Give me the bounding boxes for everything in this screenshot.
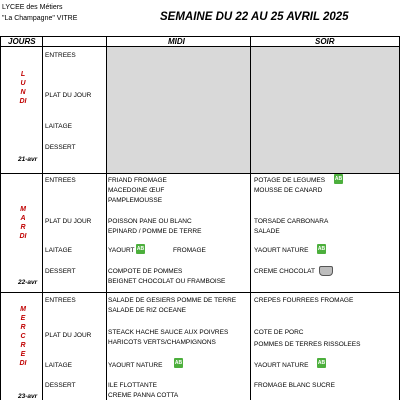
mardi-midi-laitage-2: FROMAGE: [173, 247, 206, 254]
column-header-jours: JOURS: [8, 37, 36, 46]
organic-ab-logo-icon: AB: [334, 176, 343, 182]
row-divider-mardi: [0, 292, 400, 293]
mercredi-midi-entree-1: SALADE DE GESIERS POMME DE TERRE: [108, 297, 237, 304]
day-date-lundi: 21-avr: [18, 156, 38, 163]
day-name-mercredi: MERCREDI: [19, 306, 27, 367]
organic-ab-logo-icon: AB: [317, 360, 326, 366]
table-top-border: [0, 36, 400, 37]
organic-ab-logo-icon: AB: [174, 360, 183, 366]
school-name: LYCEE des Métiers: [2, 4, 63, 11]
mercredi-soir-entree-1: CREPES FOURREES FROMAGE: [254, 297, 354, 304]
lundi-label-entrees: ENTREES: [45, 52, 76, 59]
lundi-label-plat: PLAT DU JOUR: [45, 92, 92, 99]
mercredi-midi-plat-1: STEACK HACHE SAUCE AUX POIVRES: [108, 329, 229, 336]
mardi-midi-entree-1: FRIAND FROMAGE: [108, 177, 167, 184]
mercredi-label-entrees: ENTREES: [45, 297, 76, 304]
mercredi-label-dessert: DESSERT: [45, 382, 76, 389]
mercredi-midi-dessert-2: CREME PANNA COTTA: [108, 392, 179, 399]
organic-ab-logo-icon: AB: [136, 246, 145, 252]
school-subtitle: "La Champagne" VITRE: [2, 15, 78, 22]
mercredi-midi-entree-2: SALADE DE RIZ OCEANE: [108, 307, 187, 314]
mardi-midi-dessert-2: BEIGNET CHOCOLAT OU FRAMBOISE: [108, 278, 226, 285]
day-name-mardi: MARDI: [19, 206, 27, 240]
mardi-label-entrees: ENTREES: [45, 177, 76, 184]
mercredi-soir-laitage-1: YAOURT NATURE: [254, 362, 309, 369]
lundi-label-laitage: LAITAGE: [45, 123, 72, 130]
mardi-midi-plat-1: POISSON PANE OU BLANC: [108, 218, 192, 225]
mardi-midi-laitage-1: YAOURT: [108, 247, 135, 254]
mercredi-midi-dessert-1: ILE FLOTTANTE: [108, 382, 157, 389]
mardi-soir-plat-1: TORSADE CARBONARA: [254, 218, 329, 225]
mercredi-soir-dessert-1: FROMAGE BLANC SUCRE: [254, 382, 335, 389]
column-header-soir: SOIR: [315, 37, 335, 46]
mercredi-midi-plat-2: HARICOTS VERTS/CHAMPIGNONS: [108, 339, 216, 346]
mardi-soir-entree-1: POTAGE DE LEGUMES: [254, 177, 326, 184]
mardi-soir-entree-2: MOUSSE DE CANARD: [254, 187, 323, 194]
column-header-midi: MIDI: [168, 37, 185, 46]
mercredi-soir-plat-2: POMMES DE TERRES RISSOLEES: [254, 341, 361, 348]
mercredi-midi-laitage-1: YAOURT NATURE: [108, 362, 163, 369]
lundi-soir-closed-cell: [251, 47, 399, 173]
day-date-mardi: 22-avr: [18, 279, 38, 286]
mercredi-soir-plat-1: COTE DE PORC: [254, 329, 304, 336]
mardi-soir-plat-2: SALADE: [254, 228, 280, 235]
mardi-soir-laitage-1: YAOURT NATURE: [254, 247, 309, 254]
cooking-pot-icon: [319, 266, 333, 276]
mardi-label-plat: PLAT DU JOUR: [45, 218, 92, 225]
lundi-label-dessert: DESSERT: [45, 144, 76, 151]
day-name-lundi: LUNDI: [19, 71, 27, 105]
mardi-midi-plat-2: EPINARD / POMME DE TERRE: [108, 228, 202, 235]
organic-ab-logo-icon: AB: [317, 246, 326, 252]
mardi-midi-entree-3: PAMPLEMOUSSE: [108, 197, 163, 204]
mardi-soir-dessert-1: CREME CHOCOLAT: [254, 268, 315, 275]
table-left-border: [0, 36, 1, 400]
mardi-midi-dessert-1: COMPOTE DE POMMES: [108, 268, 183, 275]
mercredi-label-laitage: LAITAGE: [45, 362, 72, 369]
day-date-mercredi: 23-avr: [18, 393, 38, 400]
jours-column-border: [42, 36, 43, 400]
lundi-midi-closed-cell: [107, 47, 250, 173]
mercredi-label-plat: PLAT DU JOUR: [45, 332, 92, 339]
mardi-label-laitage: LAITAGE: [45, 247, 72, 254]
page-title: SEMAINE DU 22 AU 25 AVRIL 2025: [160, 11, 349, 23]
mardi-label-dessert: DESSERT: [45, 268, 76, 275]
mardi-midi-entree-2: MACEDOINE ŒUF: [108, 187, 165, 194]
